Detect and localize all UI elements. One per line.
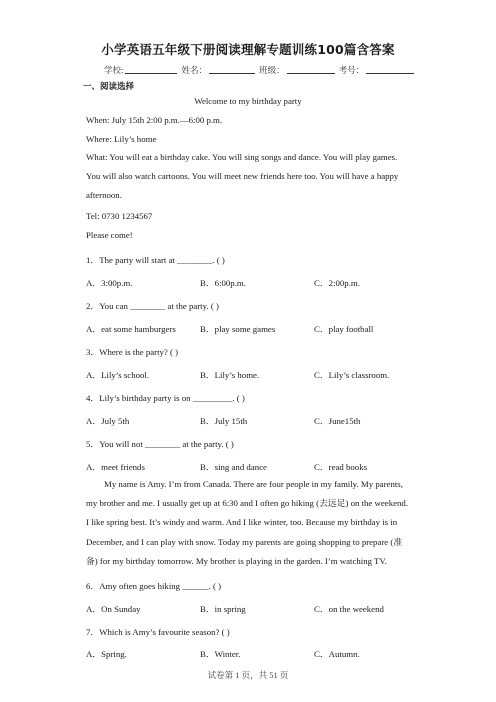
question-1-option-a: A．3:00p.m. <box>86 278 133 288</box>
question-1: 1．The party will start at ________. ( ) <box>86 255 225 265</box>
question-4-option-a: A．July 5th <box>86 416 130 426</box>
question-6-option-b: B．in spring <box>200 604 246 614</box>
question-1-option-c: C．2:00p.m. <box>314 278 360 288</box>
question-6-option-a: A．On Sunday <box>86 604 141 614</box>
school-blank <box>125 65 177 74</box>
question-2-option-b: B．play some games <box>200 324 276 334</box>
question-7-option-a: A．Spring. <box>86 649 127 659</box>
question-6: 6．Amy often goes hiking ______. ( ) <box>86 581 222 591</box>
question-3-option-c: C．Lily’s classroom. <box>314 370 390 380</box>
question-2-option-c: C．play football <box>314 324 374 334</box>
class-label: 班级： <box>259 65 285 75</box>
question-3-option-b: B．Lily’s home. <box>200 370 260 380</box>
passage1-when: When: July 15th 2:00 p.m.—6:00 p.m. <box>86 115 223 125</box>
name-label: 姓名： <box>181 65 208 75</box>
number-label: 考号： <box>338 65 365 75</box>
question-2-option-a: A．eat some hamburgers <box>86 324 176 334</box>
question-3-option-a: A．Lily’s school. <box>86 370 150 380</box>
student-info-row <box>104 64 416 76</box>
question-7: 7．Which is Amy’s favourite season? ( ) <box>86 627 230 637</box>
school-label: 学校: <box>104 65 124 75</box>
question-6-option-c: C．on the weekend <box>314 604 384 614</box>
question-5: 5．You will not ________ at the party. ( ) <box>86 439 234 449</box>
passage1-heading: Welcome to my birthday party <box>194 96 302 106</box>
question-1-option-b: B．6:00p.m. <box>200 278 246 288</box>
passage1-tel: Tel: 0730 1234567 <box>86 211 153 221</box>
page-footer: 试卷第 1 页，共 51 页 <box>207 670 289 680</box>
question-5-option-b: B．sing and dance <box>200 462 267 472</box>
question-2: 2．You can ________ at the party. ( ) <box>86 301 219 311</box>
class-blank <box>287 65 335 74</box>
passage1-where: Where: Lily’s home <box>86 134 157 144</box>
passage2: My name is Amy. I’m from Canada. There are four people in my family. My parents, my brother and me. I usually get up at 6:30 and I often go hiking (去远足) on the weekend. I like spring best. It’s windy and warm. And I like winter, too. Because my birthday is in December, and I can play with snow. Today my parents are going shopping to prepare (准备) for my birthday tomorrow. My brother is playing in the garden. I’m watching TV. <box>86 479 408 566</box>
question-7-option-b: B．Winter. <box>200 649 241 659</box>
passage1-closing: Please come! <box>86 230 133 240</box>
question-3: 3．Where is the party? ( ) <box>86 347 179 357</box>
number-blank <box>366 65 414 74</box>
passage1-what: What: You will eat a birthday cake. You will sing songs and dance. You will play games. You will also watch cartoons. You will meet new friends here too. You will have a happy afternoon. <box>86 152 399 201</box>
question-5-option-c: C．read books <box>314 462 368 472</box>
name-blank <box>209 65 255 74</box>
question-5-option-a: A．meet friends <box>86 462 145 472</box>
question-7-option-c: C．Autumn. <box>314 649 360 659</box>
question-4: 4．Lily’s birthday party is on _________. ( ) <box>86 393 245 403</box>
section-heading: 一、阅读选择 <box>83 82 135 92</box>
page-title: 小学英语五年级下册阅读理解专题训练100篇含答案 <box>101 42 395 57</box>
question-4-option-b: B．July 15th <box>200 416 248 426</box>
question-4-option-c: C．June15th <box>314 416 361 426</box>
